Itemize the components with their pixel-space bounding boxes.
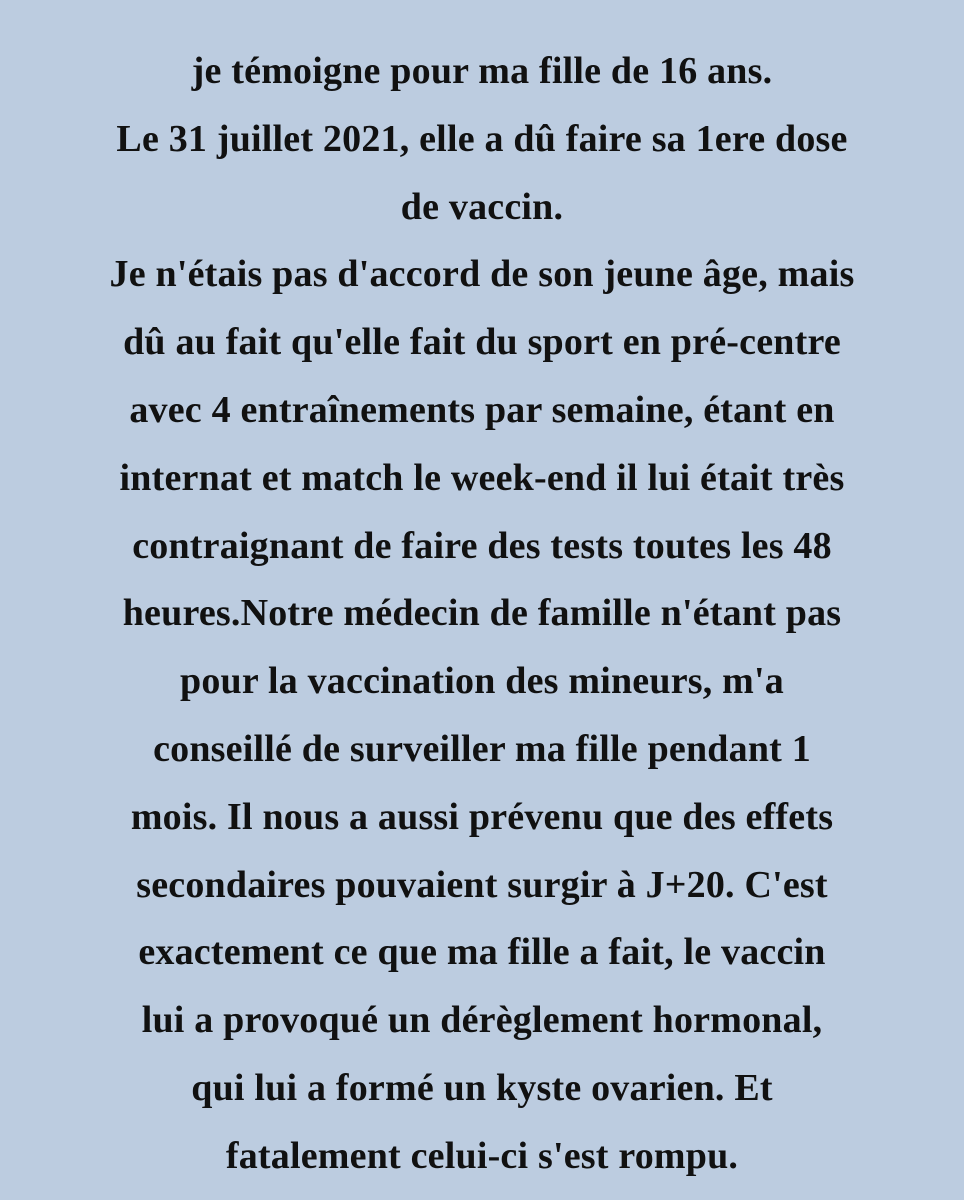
text-line: fatalement celui-ci s'est rompu. [225, 1134, 739, 1177]
text-line: dû au fait qu'elle fait du sport en pré-centre [123, 321, 841, 364]
text-line: conseillé de surveiller ma fille pendant 1 [153, 727, 811, 770]
text-line: pour la vaccination des mineurs, m'a [180, 660, 784, 703]
text-line: heures.Notre médecin de famille n'étant pas [122, 592, 842, 635]
text-line: contraignant de faire des tests toutes les 48 [132, 524, 832, 567]
text-line: je témoigne pour ma fille de 16 ans. [191, 50, 773, 92]
text-line: avec 4 entraînements par semaine, étant en [129, 388, 835, 431]
text-line: de vaccin. [400, 185, 564, 228]
text-line: Le 31 juillet 2021, elle a dû faire sa 1ere dose [116, 117, 848, 160]
testimony-text [0, 38, 964, 1191]
text-line: exactement ce que ma fille a fait, le vaccin [138, 931, 826, 974]
text-line: internat et match le week-end il lui était très [119, 456, 845, 499]
text-line: mois. Il nous a aussi prévenu que des effets [130, 795, 834, 838]
text-line: secondaires pouvaient surgir à J+20. C'est [136, 863, 828, 906]
text-line: qui lui a formé un kyste ovarien. Et [191, 1066, 773, 1109]
text-line: Je n'étais pas d'accord de son jeune âge, mais [109, 253, 855, 296]
text-line: lui a provoqué un dérèglement hormonal, [141, 999, 823, 1042]
